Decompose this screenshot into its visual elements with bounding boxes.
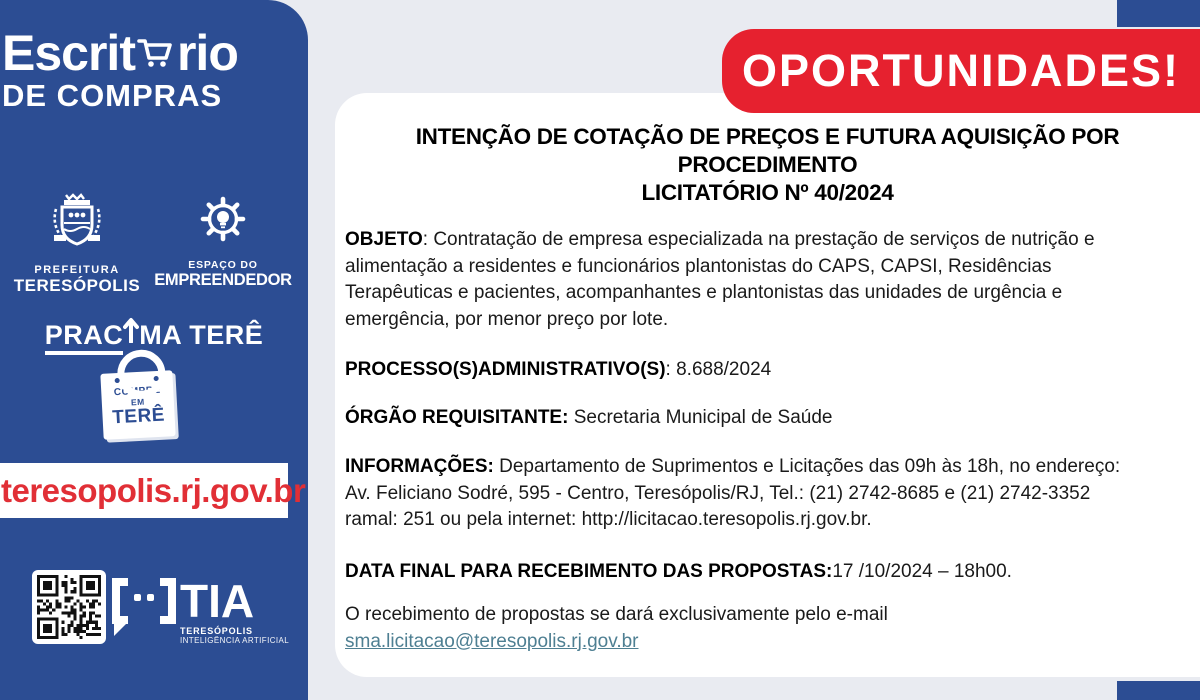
- objeto-line2: alimentação a residentes e funcionários plantonistas do CAPS, CAPSI, Residências: [345, 255, 1052, 277]
- qr-code: [32, 570, 106, 644]
- pracima-part1: PRAC: [45, 320, 124, 355]
- gear-lightbulb-icon: [198, 196, 248, 246]
- informacoes-label: INFORMAÇÕES:: [345, 456, 494, 477]
- empreendedor-label-top: ESPAÇO DO: [188, 259, 258, 271]
- tia-face-icon: [112, 578, 176, 624]
- compre-em-tere-bag-logo: [100, 370, 175, 440]
- orgao-label: ÓRGÃO REQUISITANTE:: [345, 406, 569, 428]
- content-card: [335, 93, 1200, 677]
- bag-line2: EM: [130, 396, 145, 408]
- sidebar: [0, 0, 308, 700]
- up-arrow-icon: [123, 317, 139, 350]
- brand-part1: Escrit: [2, 25, 135, 81]
- prefeitura-teresopolis-logo: [12, 193, 142, 296]
- brand-part2: rio: [176, 25, 238, 81]
- espaco-do-empreendedor-logo: [148, 196, 298, 290]
- processo-value: : 8.688/2024: [665, 359, 772, 380]
- objeto-line1: : Contratação de empresa especializada na prestação de serviços de nutrição e: [422, 229, 1095, 250]
- processo-paragraph: [345, 357, 1200, 384]
- page-title: [335, 123, 1200, 207]
- email-paragraph: [345, 602, 1200, 655]
- oportunidades-banner: [722, 29, 1200, 113]
- orgao-paragraph: [345, 405, 1200, 432]
- brand-line2: DE COMPRAS: [2, 78, 223, 113]
- shopping-cart-icon: [136, 31, 176, 75]
- website-url: teresopolis.rj.gov.br: [1, 471, 306, 509]
- website-band: [0, 463, 306, 518]
- objeto-label: OBJETO: [345, 229, 423, 250]
- top-right-corner-accent: [1117, 0, 1200, 27]
- informacoes-line3: ramal: 251 ou pela internet: http://licitacao.teresopolis.rj.gov.br.: [345, 509, 872, 530]
- title-line2: LICITATÓRIO Nº 40/2024: [641, 180, 894, 205]
- bag-line1: COMPRE: [113, 384, 162, 399]
- data-final-value: 17 /10/2024 – 18h00.: [832, 560, 1012, 582]
- pracimatere-logo: [0, 318, 308, 351]
- objeto-paragraph: [345, 227, 1200, 333]
- processo-label: PROCESSO(S)ADMINISTRATIVO(S): [345, 359, 666, 380]
- escritorio-de-compras-logo: [2, 25, 238, 113]
- objeto-line4: emergência, por menor preço por lote.: [345, 308, 669, 330]
- tia-logo: [112, 575, 290, 646]
- informacoes-line1: Departamento de Suprimentos e Licitações das 09h às 18h, no endereço:: [493, 456, 1121, 477]
- informacoes-line2: Av. Feliciano Sodré, 595 - Centro, Teresópolis/RJ, Tel.: (21) 2742-8685 e (21) 2742-3352: [345, 482, 1091, 504]
- oportunidades-banner-label: OPORTUNIDADES!: [741, 45, 1180, 96]
- tia-sub2: INTELIGÊNCIA ARTIFICIAL: [180, 636, 290, 646]
- city-crest-icon: [50, 193, 104, 255]
- orgao-value: Secretaria Municipal de Saúde: [568, 406, 833, 428]
- empreendedor-label: EMPREENDEDOR: [154, 271, 292, 289]
- title-line1: INTENÇÃO DE COTAÇÃO DE PREÇOS E FUTURA AQUISIÇÃO POR PROCEDIMENTO: [415, 124, 1120, 177]
- data-final-label: DATA FINAL PARA RECEBIMENTO DAS PROPOSTAS:: [345, 560, 833, 582]
- tia-sub1: TERESÓPOLIS: [180, 626, 253, 636]
- prefeitura-label: PREFEITURA: [34, 264, 120, 276]
- pracima-part2: MA TERÊ: [139, 320, 264, 350]
- email-link[interactable]: sma.licitacao@teresopolis.rj.gov.br: [345, 630, 639, 652]
- data-final-paragraph: [345, 559, 1200, 586]
- bag-line3: TERÊ: [111, 404, 166, 429]
- bottom-right-corner-accent: [1117, 681, 1200, 700]
- objeto-line3: Terapêuticas e pacientes, acompanhantes e plantonistas das unidades de urgência e: [345, 282, 1063, 303]
- email-intro: O recebimento de propostas se dará exclusivamente pelo e-mail: [345, 604, 888, 625]
- tia-name: TIA: [180, 575, 255, 627]
- prefeitura-city-label: TERESÓPOLIS: [13, 276, 141, 295]
- informacoes-paragraph: [345, 454, 1200, 534]
